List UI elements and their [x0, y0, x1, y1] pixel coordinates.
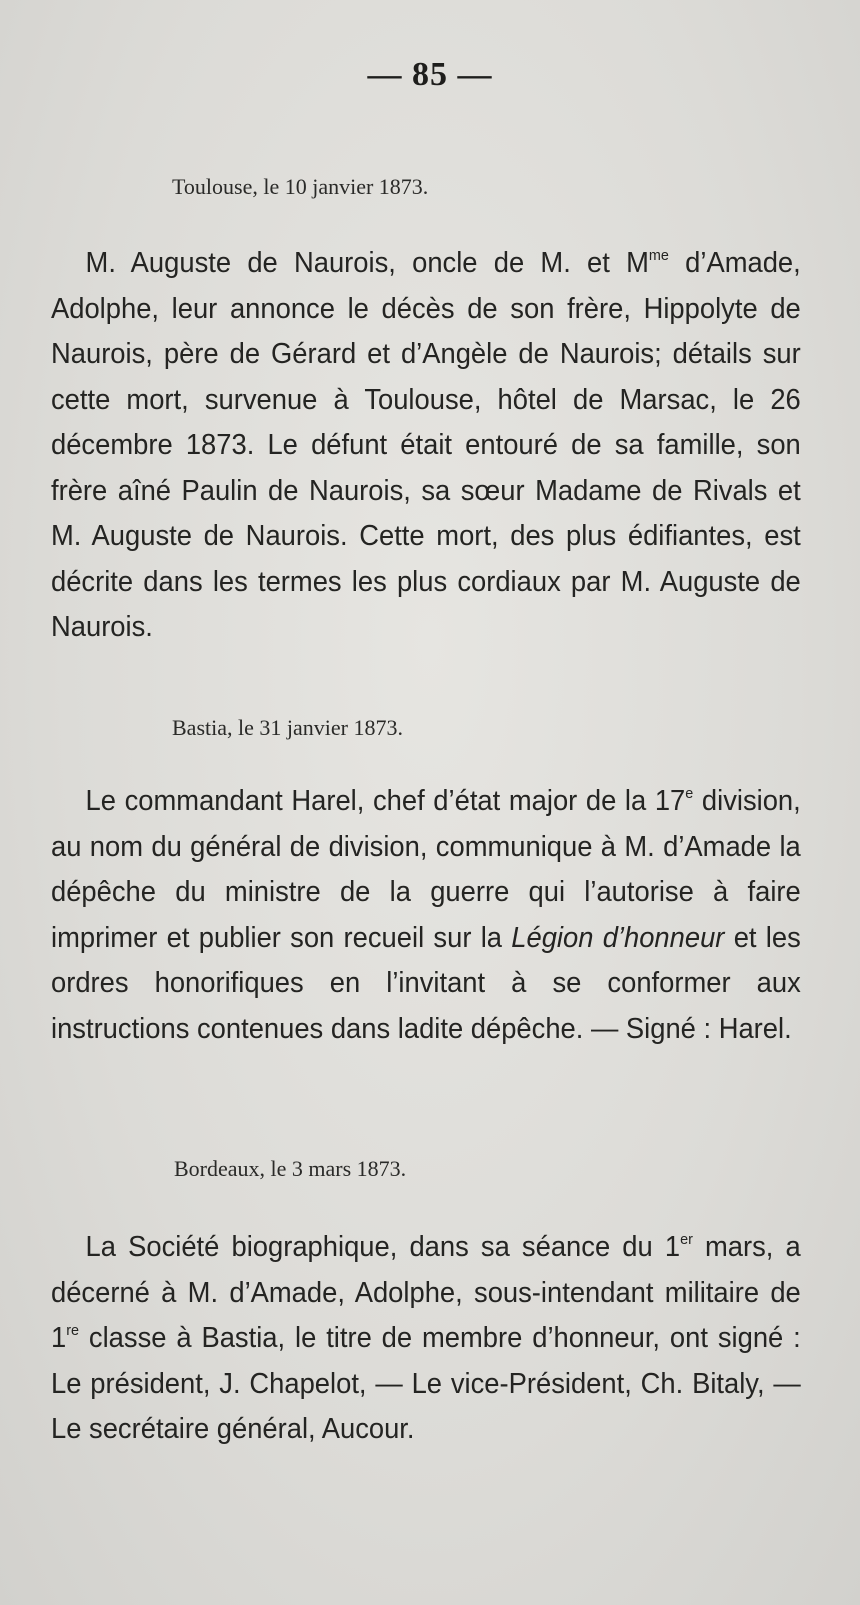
superscript: e [685, 785, 694, 802]
italic-title: Légion d’honneur [511, 921, 725, 954]
entry-text: La Société biographique, dans sa séance du 1 [85, 1231, 681, 1263]
entry-body-toulouse [51, 241, 801, 651]
entry-heading-bordeaux: Bordeaux, le 3 mars 1873. [174, 1156, 407, 1181]
entry-text: Le commandant Harel, chef d’état major de la 17 [85, 785, 686, 817]
entry-text: division, au nom du général de division, communique à M. d’Amade la dépêche du ministre de la guerre qui l’autorise à faire imprimer et publier son recueil sur la [51, 785, 801, 954]
superscript: er [680, 1231, 693, 1248]
entry-heading-bastia: Bastia, le 31 janvier 1873. [172, 715, 403, 740]
entry-text: classe à Bastia, le titre de membre d’honneur, ont signé : Le président, J. Chapelot, — Le vice-Président, Ch. Bitaly, — Le secrétaire général, Aucour. [51, 1322, 801, 1445]
entry-body-bordeaux [51, 1225, 801, 1453]
entry-paragraph [51, 1225, 801, 1453]
entry-text: d’Amade, Adolphe, leur annonce le décès de son frère, Hippolyte de Naurois, père de Gérard et d’Angèle de Naurois; détails sur cette mort, survenue à Toulouse, hôtel de Marsac, le 26 décembre 1873. Le défunt était entouré de sa famille, son frère aîné Paulin de Naurois, sa sœur Madame de Rivals et M. Auguste de Naurois. Cette mort, des plus édifiantes, est décrite dans les termes les plus cordiaux par M. Auguste de Naurois. [51, 247, 801, 643]
entry-body-bastia [51, 779, 801, 1052]
entry-text: M. Auguste de Naurois, oncle de M. et M [85, 247, 649, 279]
page-number: — 85 — [367, 56, 493, 93]
entry-text: et les ordres honorifiques en l’invitant à se conformer aux instructions contenues dans ladite dépêche. — Signé : Harel. [51, 921, 801, 1045]
superscript: re [66, 1322, 80, 1339]
entry-text: mars, a décerné à M. d’Amade, Adolphe, sous-intendant militaire de 1 [51, 1231, 801, 1354]
entry-heading-toulouse: Toulouse, le 10 janvier 1873. [172, 174, 429, 199]
entry-paragraph [51, 779, 801, 1052]
entry-paragraph [51, 241, 801, 651]
superscript: me [648, 247, 669, 264]
